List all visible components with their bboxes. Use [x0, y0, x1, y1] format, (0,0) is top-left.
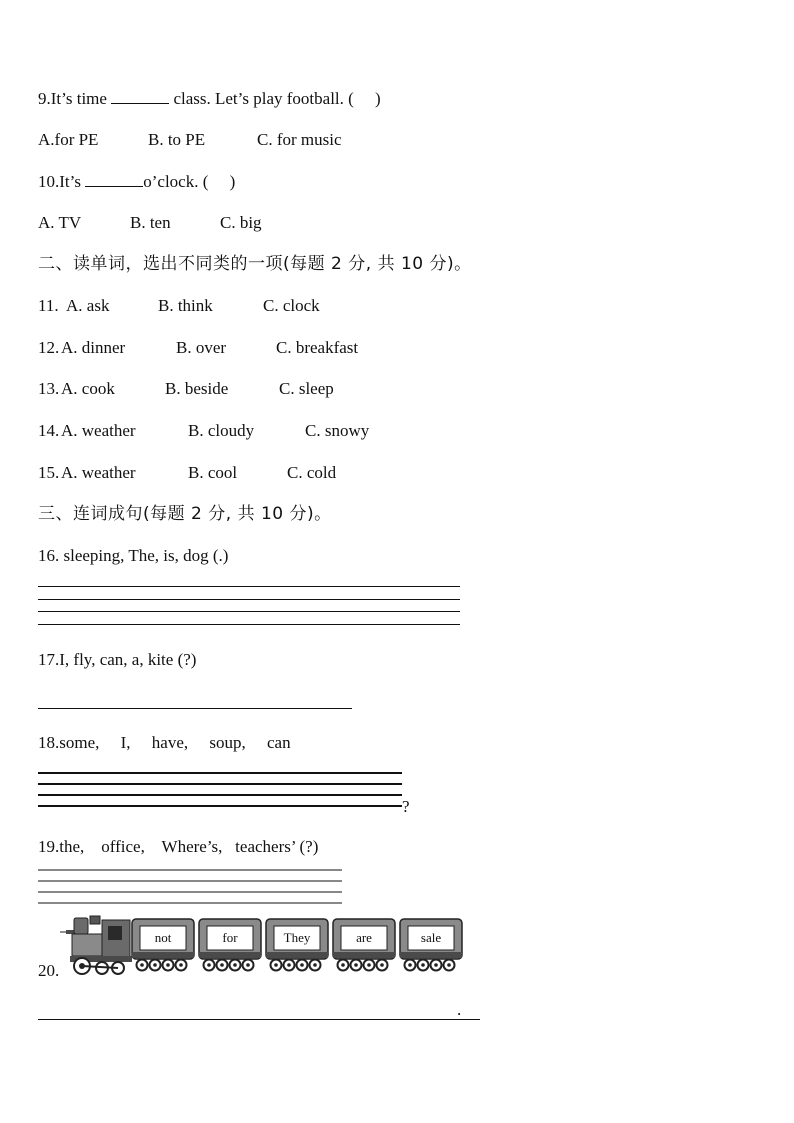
- option-b: B. think: [158, 296, 213, 315]
- section-2-heading: 二、读单词，选出不同类的一项(每题 2 分, 共 10 分)。: [38, 254, 472, 274]
- question-13-number: 13.: [38, 379, 60, 398]
- answer-line[interactable]: [38, 1019, 480, 1020]
- option-b: B. over: [176, 338, 227, 357]
- question-17: 17.I, fly, can, a, kite (?): [38, 650, 197, 669]
- option-c: C. cold: [287, 463, 337, 482]
- option-c: C. sleep: [279, 379, 334, 398]
- wagon-word: They: [283, 930, 311, 945]
- option-a: A. cook: [61, 379, 115, 398]
- answer-line[interactable]: [38, 869, 342, 871]
- option-b: B. cloudy: [188, 421, 255, 440]
- answer-line[interactable]: [38, 805, 402, 807]
- answer-line[interactable]: [38, 880, 342, 882]
- wagon-word: are: [356, 930, 372, 945]
- wagon: [265, 918, 329, 974]
- option-a: A. TV: [38, 213, 82, 232]
- answer-line[interactable]: [38, 599, 460, 600]
- wagon-word: sale: [420, 930, 442, 945]
- option-b: B. ten: [130, 213, 171, 232]
- question-10: [38, 171, 235, 192]
- section-3-heading: 三、连词成句(每题 2 分, 共 10 分)。: [38, 504, 332, 524]
- question-12-number: 12.: [38, 338, 60, 357]
- answer-line[interactable]: [38, 772, 402, 774]
- option-a: A.for PE: [38, 130, 99, 149]
- answer-line[interactable]: [38, 902, 342, 904]
- period-mark: .: [457, 1000, 462, 1019]
- question-9-text-b: class. Let’s play football. ( ): [169, 89, 381, 108]
- answer-line[interactable]: [38, 783, 402, 785]
- question-15-number: 15.: [38, 463, 60, 482]
- answer-line[interactable]: [38, 708, 352, 709]
- question-10-text-b: o’clock. ( ): [143, 172, 236, 191]
- wagon-word: not: [154, 930, 172, 945]
- question-11-number: 11.: [38, 296, 63, 315]
- question-9: [38, 88, 381, 109]
- option-a: A. weather: [61, 463, 136, 482]
- option-b: B. cool: [188, 463, 238, 482]
- answer-line[interactable]: [38, 794, 402, 796]
- wagon: [131, 918, 195, 974]
- answer-line[interactable]: [38, 624, 460, 625]
- question-19: 19.the, office, Where’s, teachers’ (?): [38, 837, 319, 856]
- answer-blank[interactable]: [85, 171, 143, 187]
- answer-line[interactable]: [38, 891, 342, 893]
- option-a: A. ask: [66, 296, 110, 315]
- option-a: A. weather: [61, 421, 136, 440]
- option-b: B. to PE: [148, 130, 206, 149]
- question-14-number: 14.: [38, 421, 60, 440]
- option-c: C. breakfast: [276, 338, 359, 357]
- answer-line[interactable]: [38, 611, 460, 612]
- wagon: [399, 918, 463, 974]
- wagon-word: for: [222, 930, 238, 945]
- answer-line[interactable]: [38, 586, 460, 587]
- option-c: C. snowy: [305, 421, 370, 440]
- question-10-text-a: 10.It’s: [38, 172, 86, 191]
- question-mark: ?: [402, 797, 410, 816]
- answer-blank[interactable]: [111, 88, 169, 104]
- question-16: 16. sleeping, The, is, dog (.): [38, 546, 229, 565]
- question-9-text-a: 9.It’s time: [38, 89, 112, 108]
- wagon: [198, 918, 262, 974]
- option-a: A. dinner: [61, 338, 126, 357]
- option-b: B. beside: [165, 379, 229, 398]
- option-c: C. big: [220, 213, 262, 232]
- locomotive-icon: [60, 916, 132, 974]
- option-c: C. for music: [257, 130, 342, 149]
- question-20-number: 20.: [38, 961, 60, 980]
- question-18: 18.some, I, have, soup, can: [38, 733, 291, 752]
- option-c: C. clock: [263, 296, 320, 315]
- wagon: [332, 918, 396, 974]
